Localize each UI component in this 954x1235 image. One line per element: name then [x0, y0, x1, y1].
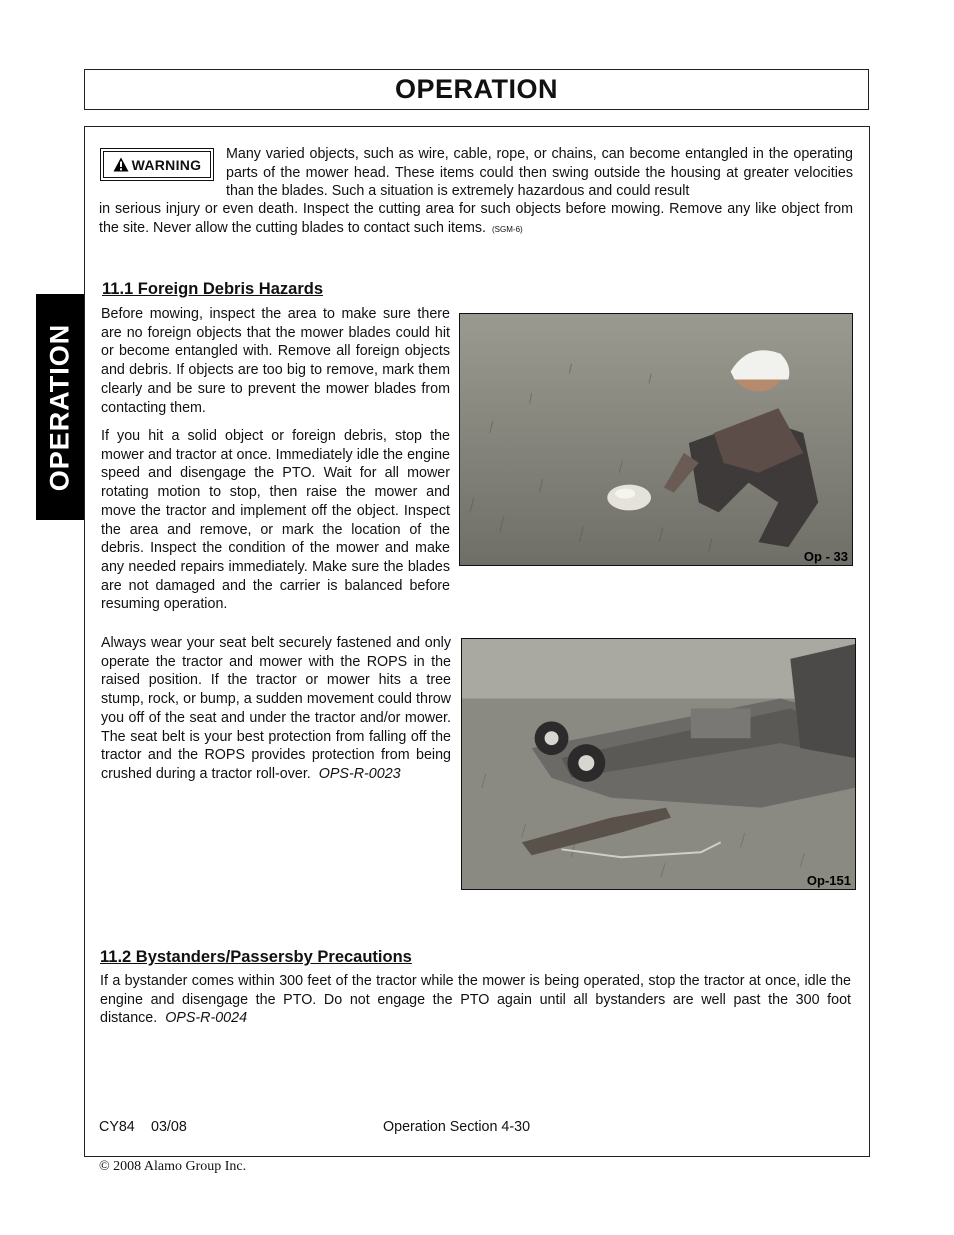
bystanders-code: OPS-R-0024: [165, 1010, 248, 1027]
paragraph-hit-object: If you hit a solid object or foreign debris, stop the mower and tractor at once. Immediately idle the engine speed and disengage the PTO. Wait for all mower rotating motion to stop, then raise the mower and move the tractor and implement off the object. Inspect the area and remove, or mark the location of the debris. Inspect the condition of the mower and make any needed repairs immediately. Make sure the blades are not damaged and the carrier is balanced before resuming operation.: [101, 428, 450, 613]
warning-text-bottom-body: in serious injury or even death. Inspect the cutting area for such objects before mowing. Remove any like object from the site. Never allow the cutting blades to contact such items.: [99, 201, 853, 236]
paragraph-seat-belt-body: Always wear your seat belt securely fastened and only operate the tractor and mower with the ROPS in the raised position. If the tractor or mower hits a tree stump, rock, or bump, a sudden movement could throw you off of the seat and under the tractor and/or mower. The seat belt is your best protection from falling off the tractor and the ROPS provides protection from being crushed during a tractor roll-over.: [101, 635, 451, 782]
warning-text-top: Many varied objects, such as wire, cable, rope, or chains, can become entangled in the operating parts of the mower head. These items could then swing outside the housing at greater velocities than the blades. Such a situation is extremely hazardous and could result: [226, 146, 853, 199]
footer-model: CY84: [99, 1119, 135, 1135]
section-heading-foreign-debris: 11.1 Foreign Debris Hazards: [102, 280, 324, 298]
mower-photo-illustration: [462, 639, 855, 889]
page-title: OPERATION: [394, 74, 558, 104]
seat-belt-code: OPS-R-0023: [318, 765, 401, 782]
photo-op151-label: Op-151: [806, 873, 851, 888]
paragraph-inspect-area: Before mowing, inspect the area to make sure there are no foreign objects that the mower blades could hit or become entangled with. Remove all foreign objects and debris. If objects are too big to remove, mark them clearly and be sure to prevent the mower blades from contacting them.: [101, 306, 450, 416]
photo-op33-label: Op - 33: [803, 549, 848, 564]
paragraph-seat-belt: [101, 634, 451, 784]
warning-triangle-icon: [113, 157, 129, 172]
paragraph-bystanders: [100, 972, 851, 1028]
copyright-notice: © 2008 Alamo Group Inc.: [99, 1159, 247, 1174]
paragraph-bystanders-body: If a bystander comes within 300 feet of the tractor while the mower is being operated, stop the tractor at once, idle the engine and disengage the PTO. Do not engage the PTO again until all bystanders are well past the 300 foot distance.: [100, 973, 851, 1027]
footer-section: Operation Section 4-30: [383, 1119, 531, 1135]
warning-label: WARNING: [131, 156, 202, 173]
warning-code: (SGM-6): [492, 224, 523, 234]
photo-mower-over-log: [461, 638, 856, 890]
photo-worker-inspecting-debris: [459, 313, 853, 566]
side-tab-label: OPERATION: [44, 323, 75, 491]
side-tab: [36, 294, 84, 520]
section-heading-bystanders: 11.2 Bystanders/Passersby Precautions: [100, 948, 412, 966]
warning-text-bottom: [99, 200, 853, 239]
worker-photo-illustration: [460, 314, 852, 565]
page-header: [84, 69, 869, 110]
footer-date: 03/08: [151, 1119, 187, 1135]
warning-badge: [100, 148, 214, 181]
